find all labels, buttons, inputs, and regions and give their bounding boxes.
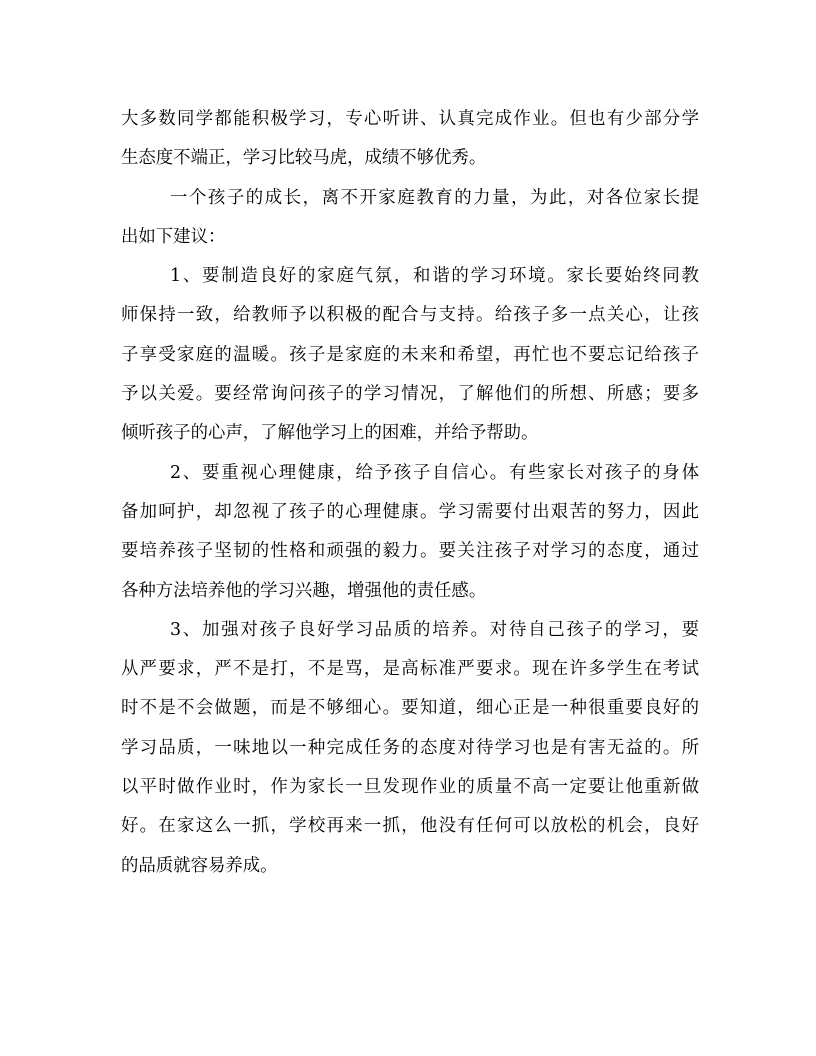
text-line: 以平时做作业时，作为家长一旦发现作业的质量不高一定要让他重新做 xyxy=(121,777,699,798)
text-line: 备加呵护，却忽视了孩子的心理健康。学习需要付出艰苦的努力，因此 xyxy=(121,501,699,522)
text-line: 好。在家这么一抓，学校再来一抓，他没有任何可以放松的机会，良好 xyxy=(121,816,699,837)
text-line: 予以关爱。要经常询问孩子的学习情况，了解他们的所想、所感；要多 xyxy=(121,384,699,405)
paragraph xyxy=(121,257,699,453)
text-line: 要培养孩子坚韧的性格和顽强的毅力。要关注孩子对学习的态度，通过 xyxy=(121,541,699,562)
paragraph xyxy=(121,611,699,886)
text-line: 从严要求，严不是打，不是骂，是高标准严要求。现在许多学生在考试 xyxy=(121,659,699,680)
document-body xyxy=(121,100,699,886)
text-line: 1、要制造良好的家庭气氛，和谐的学习环境。家长要始终同教 xyxy=(170,266,699,287)
paragraph xyxy=(121,454,699,611)
paragraph xyxy=(121,179,699,258)
text-line: 的品质就容易养成。 xyxy=(121,855,278,876)
text-line: 生态度不端正，学习比较马虎，成绩不够优秀。 xyxy=(121,148,487,169)
paragraph xyxy=(121,100,699,179)
text-line: 出如下建议： xyxy=(121,226,226,247)
text-line: 师保持一致，给教师予以积极的配合与支持。给孩子多一点关心，让孩 xyxy=(121,305,699,326)
text-line: 时不是不会做题，而是不够细心。要知道，细心正是一种很重要良好的 xyxy=(121,698,699,719)
text-line: 一个孩子的成长，离不开家庭教育的力量，为此，对各位家长提 xyxy=(170,187,699,208)
text-line: 各种方法培养他的学习兴趣，增强他的责任感。 xyxy=(121,580,487,601)
text-line: 3、加强对孩子良好学习品质的培养。对待自己孩子的学习，要 xyxy=(170,619,699,640)
text-line: 倾听孩子的心声，了解他学习上的困难，并给予帮助。 xyxy=(121,423,539,444)
text-line: 2、要重视心理健康，给予孩子自信心。有些家长对孩子的身体 xyxy=(170,462,699,483)
text-line: 学习品质，一味地以一种完成任务的态度对待学习也是有害无益的。所 xyxy=(121,737,699,758)
text-line: 子享受家庭的温暖。孩子是家庭的未来和希望，再忙也不要忘记给孩子 xyxy=(121,344,699,365)
text-line: 大多数同学都能积极学习，专心听讲、认真完成作业。但也有少部分学 xyxy=(121,109,699,129)
